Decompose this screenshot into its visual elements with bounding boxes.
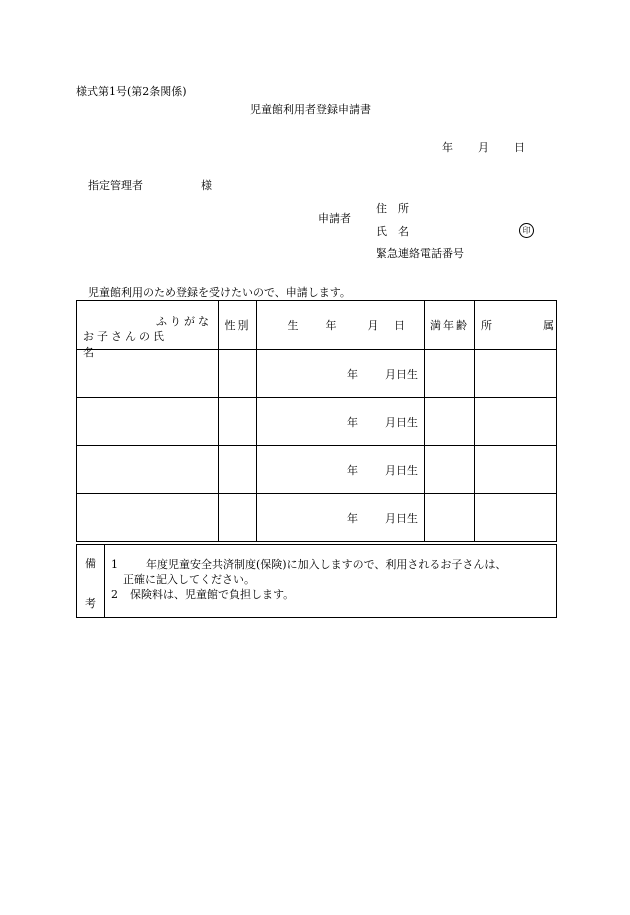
affiliation-cell[interactable] bbox=[475, 446, 557, 494]
age-cell[interactable] bbox=[425, 494, 475, 542]
child-name-cell[interactable] bbox=[77, 494, 219, 542]
date-day: 日 bbox=[514, 141, 525, 154]
birthdate-cell[interactable]: 年 月日生 bbox=[257, 398, 425, 446]
application-date bbox=[442, 142, 525, 153]
addressee-honorific: 様 bbox=[201, 179, 212, 192]
birth-day-label: 日 bbox=[394, 319, 405, 332]
child-name-label-a: お子さんの氏 bbox=[83, 330, 167, 343]
note-item-2 bbox=[105, 587, 556, 602]
addressee bbox=[88, 180, 212, 191]
note-item-1-line1: 年度児童安全共済制度(保険)に加入しますので、利用されるお子さんは、 bbox=[146, 558, 507, 571]
notes-label-bottom: 考 bbox=[85, 597, 96, 610]
document-title: 児童館利用者登録申請書 bbox=[250, 103, 371, 116]
gender-cell[interactable] bbox=[219, 494, 257, 542]
affiliation-cell[interactable] bbox=[475, 350, 557, 398]
gender-cell[interactable] bbox=[219, 446, 257, 494]
child-name-cell[interactable] bbox=[77, 446, 219, 494]
intro-statement: 児童館利用のため登録を受けたいので、申請します。 bbox=[88, 286, 351, 299]
age-cell[interactable] bbox=[425, 398, 475, 446]
form-number: 様式第1号(第2条関係) bbox=[76, 85, 187, 98]
applicant-label: 申請者 bbox=[318, 212, 351, 225]
birth-year-label: 年 bbox=[325, 319, 337, 332]
birthdate-cell[interactable]: 年 月日生 bbox=[257, 494, 425, 542]
note-item-2-text: 保険料は、児童館で負担します。 bbox=[130, 588, 295, 601]
furigana-label: ふりがな bbox=[156, 315, 212, 328]
date-month: 月 bbox=[478, 141, 489, 154]
birth-month-label: 月 bbox=[367, 319, 379, 332]
age-cell[interactable] bbox=[425, 446, 475, 494]
affiliation-cell[interactable] bbox=[475, 494, 557, 542]
affiliation-header bbox=[475, 301, 557, 350]
birthdate-cell[interactable]: 年 月日生 bbox=[257, 446, 425, 494]
child-name-label-b: 名 bbox=[83, 346, 97, 359]
table-row bbox=[77, 494, 557, 542]
gender-header: 性別 bbox=[219, 301, 257, 350]
age-header: 満年齢 bbox=[425, 301, 475, 350]
table-row bbox=[77, 446, 557, 494]
gender-cell[interactable] bbox=[219, 350, 257, 398]
note-item-1-line2: 正確に記入してください。 bbox=[123, 573, 255, 586]
applicant-name-label: 氏 名 bbox=[376, 225, 409, 238]
notes-label-top: 備 bbox=[85, 557, 96, 570]
table-row bbox=[77, 398, 557, 446]
date-year: 年 bbox=[442, 141, 453, 154]
notes-label bbox=[77, 545, 105, 618]
notes-table bbox=[76, 544, 557, 618]
table-header-row bbox=[77, 301, 557, 350]
children-table bbox=[76, 300, 557, 542]
child-name-header bbox=[77, 301, 219, 359]
notes-content bbox=[105, 545, 557, 618]
birth-prefix: 生 bbox=[287, 319, 299, 332]
gender-cell[interactable] bbox=[219, 398, 257, 446]
note-item-1-number: 1 bbox=[111, 558, 118, 571]
note-item-2-number: 2 bbox=[111, 588, 118, 601]
affiliation-cell[interactable] bbox=[475, 398, 557, 446]
note-item-1 bbox=[105, 545, 556, 572]
birthdate-header bbox=[257, 301, 425, 350]
affiliation-label-b: 属 bbox=[543, 319, 554, 332]
applicant-address-label: 住 所 bbox=[376, 202, 409, 215]
birthdate-cell[interactable]: 年 月日生 bbox=[257, 350, 425, 398]
seal-mark-icon: 印 bbox=[519, 223, 534, 238]
emergency-phone-label: 緊急連絡電話番号 bbox=[376, 247, 464, 260]
addressee-label: 指定管理者 bbox=[88, 179, 143, 192]
age-cell[interactable] bbox=[425, 350, 475, 398]
child-name-cell[interactable] bbox=[77, 398, 219, 446]
affiliation-label-a: 所 bbox=[481, 319, 492, 332]
